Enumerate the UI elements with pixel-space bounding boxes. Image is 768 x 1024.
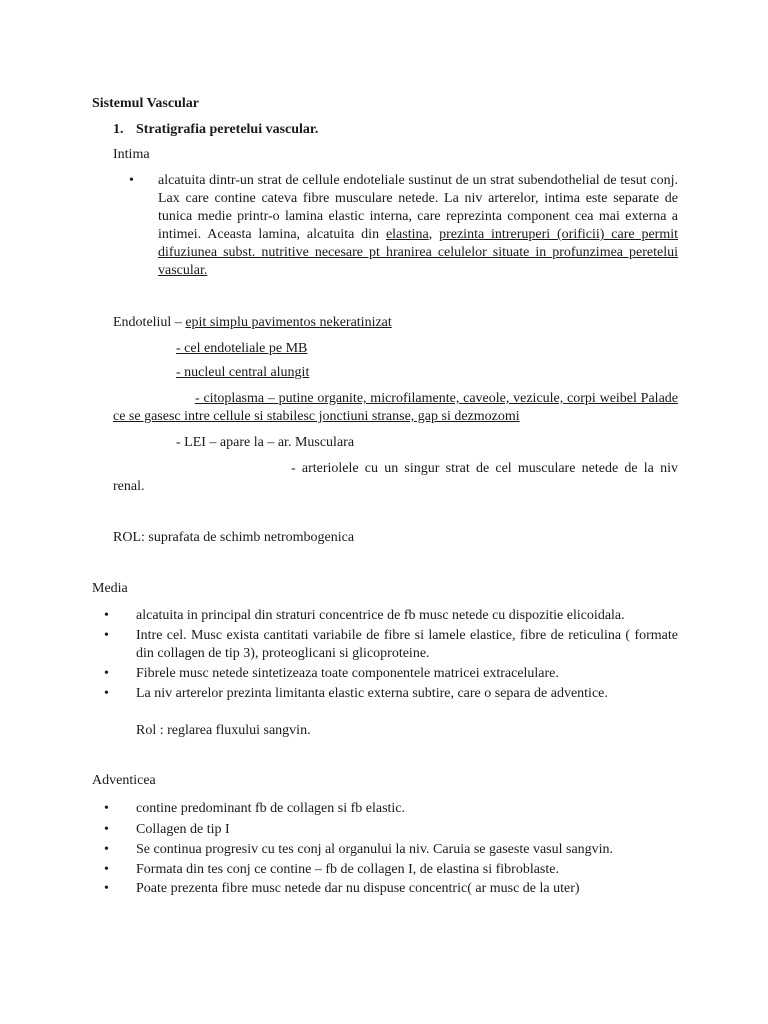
bullet-icon: • xyxy=(104,628,109,643)
endoteliu-type: epit simplu pavimentos nekeratinizat xyxy=(185,315,392,330)
bullet-icon: • xyxy=(104,842,109,857)
media-bullet-4: La niv arterelor prezinta limitanta elastic externa subtire, care o separa de adventice. xyxy=(136,686,608,701)
endoteliu-lei: - LEI – apare la – ar. Musculara xyxy=(176,435,355,450)
endoteliu-nucleu: - nucleul central alungit xyxy=(176,365,310,380)
adventicea-bullet-1: contine predominant fb de collagen si fb elastic. xyxy=(136,801,406,816)
document-title: Sistemul Vascular xyxy=(92,96,199,111)
endoteliu-line xyxy=(113,314,392,332)
intima-description: alcatuita dintr-un strat de cellule endoteliale sustinut de un strat subendothelial de tesut conj. Lax care contine cateva fibre musculare netede. La niv arterelor, intima este separate de tunica medie printr-o lamina elastic interna, care reprezinta component cea mai externa a intimei. Aceasta lamina, alcatuita din elastina, prezinta intreruperi (orificii) care permit difuziunea subst. nutritive necesare pt hranirea celulelor situate in profunzimea peretelui vascular. xyxy=(158,173,679,278)
endoteliu-arteriole: - arteriolele cu un singur strat de cel musculare netede de la niv renal. xyxy=(113,461,678,494)
adventicea-bullet-3: Se continua progresiv cu tes conj al organului la niv. Caruia se gaseste vasul sangvin. xyxy=(136,842,614,857)
bullet-icon: • xyxy=(104,881,109,896)
bullet-icon: • xyxy=(129,173,134,188)
bullet-icon: • xyxy=(104,801,109,816)
media-bullet-2: Intre cel. Musc exista cantitati variabile de fibre si lamele elastice, fibre de reticulina ( formate din collagen de tip 3), proteoglicani si glicoproteine. xyxy=(136,628,678,661)
adventicea-bullet-4: Formata din tes conj ce contine – fb de collagen I, de elastina si fibroblaste. xyxy=(136,862,559,877)
intima-underlined-text: prezinta intreruperi (orificii) care permit difuziunea subst. nutritive necesare pt hranirea celulelor situate in profunzimea peretelui vascular. xyxy=(158,227,679,278)
media-rol: Rol : reglarea fluxului sangvin. xyxy=(136,723,311,738)
bullet-icon: • xyxy=(104,666,109,681)
media-bullet-3: Fibrele musc netede sintetizeaza toate componentele matricei extracelulare. xyxy=(136,666,559,681)
media-bullet-1: alcatuita in principal din straturi concentrice de fb musc netede cu dispozitie elicoidala. xyxy=(136,608,625,623)
intima-label: Intima xyxy=(113,147,150,162)
bullet-icon: • xyxy=(104,686,109,701)
section-heading: Stratigrafia peretelui vascular. xyxy=(136,122,319,137)
bullet-icon: • xyxy=(104,608,109,623)
endoteliu-cel: - cel endoteliale pe MB xyxy=(176,341,308,356)
endoteliu-rol: ROL: suprafata de schimb netrombogenica xyxy=(113,530,355,545)
adventicea-bullet-5: Poate prezenta fibre musc netede dar nu dispuse concentric( ar musc de la uter) xyxy=(136,881,580,896)
adventicea-bullet-2: Collagen de tip I xyxy=(136,822,230,837)
bullet-icon: • xyxy=(104,822,109,837)
bullet-icon: • xyxy=(104,862,109,877)
endoteliu-citoplasma: - citoplasma – putine organite, microfilamente, caveole, vezicule, corpi weibel Palade ce se gasesc intre cellule si stabilesc jonctiuni stranse, gap si dezmozomi xyxy=(113,391,678,424)
endoteliu-label: Endoteliul – xyxy=(113,315,186,330)
adventicea-label: Adventicea xyxy=(92,773,156,788)
media-label: Media xyxy=(92,581,128,596)
elastina-term: elastina xyxy=(385,227,429,242)
section-number: 1. xyxy=(113,122,124,137)
